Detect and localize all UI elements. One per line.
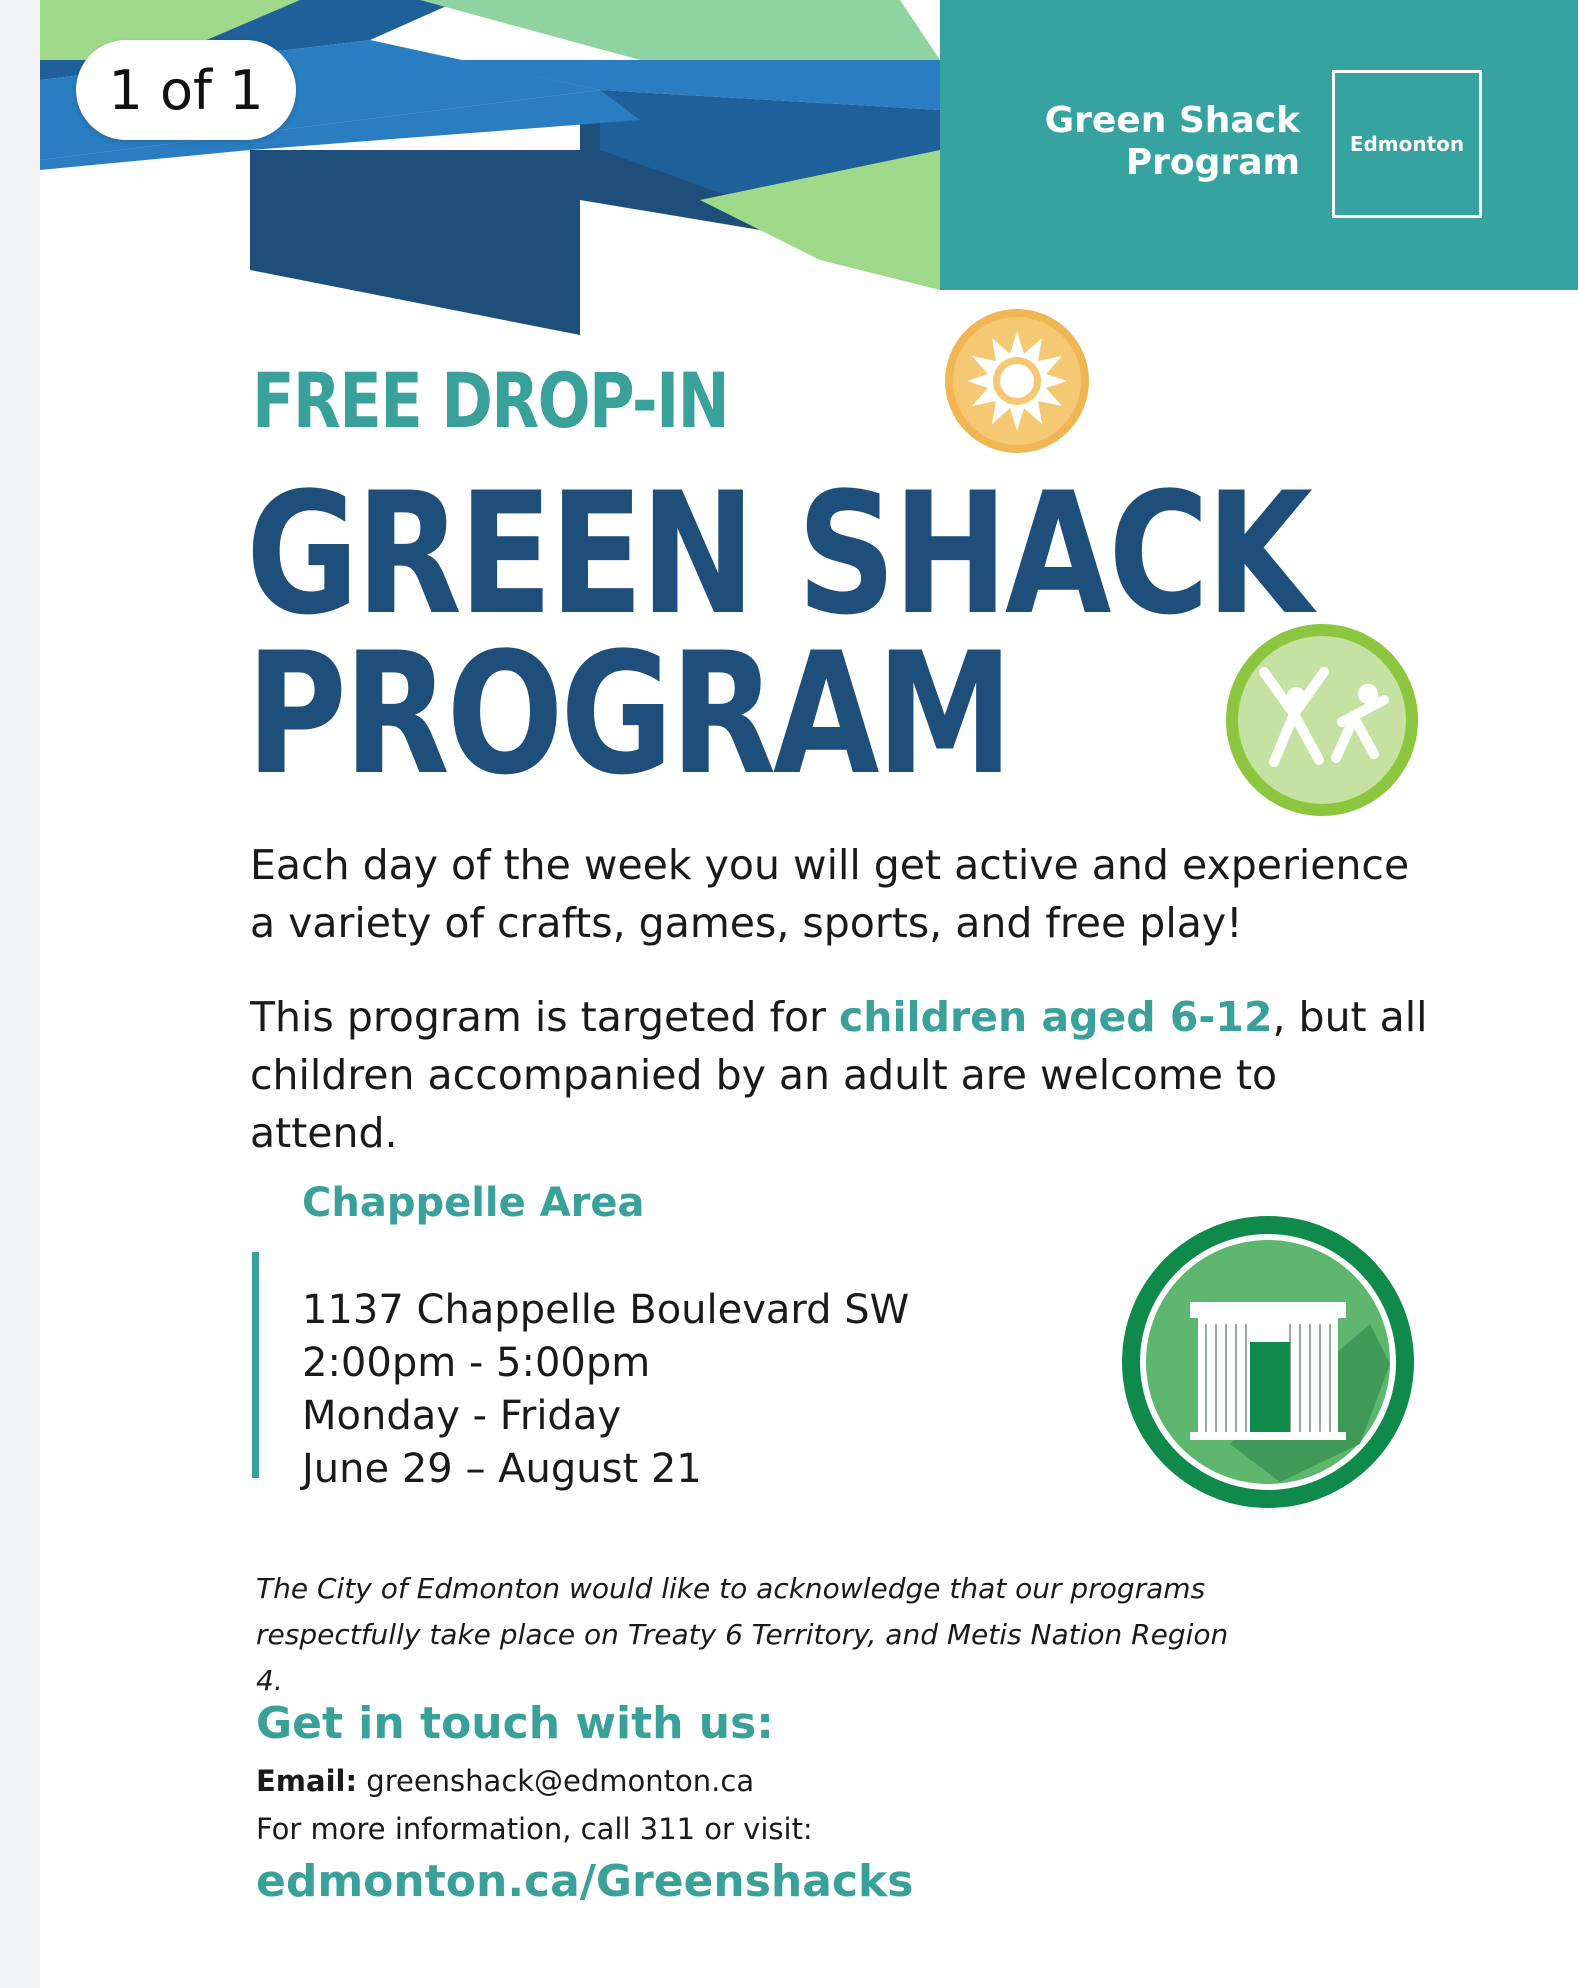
title-line-2: PROGRAM — [246, 616, 1011, 812]
title-line-1: GREEN SHACK — [246, 456, 1310, 652]
hours: 2:00pm - 5:00pm — [302, 1340, 651, 1386]
audience-text-1: This program is targeted for — [250, 993, 839, 1041]
location-details — [302, 1284, 909, 1496]
email-line — [256, 1764, 754, 1798]
dates: June 29 – August 21 — [302, 1446, 702, 1492]
age-highlight: children aged 6-12 — [839, 993, 1273, 1041]
days: Monday - Friday — [302, 1393, 622, 1439]
sun-icon — [942, 306, 1092, 456]
page-counter: 1 of 1 — [76, 40, 296, 140]
viewer-edge — [0, 0, 40, 1988]
green-shack-icon — [1120, 1214, 1416, 1510]
brand-line-1: Green Shack — [1044, 100, 1300, 141]
brand-line-2: Program — [1125, 142, 1300, 183]
email-address[interactable]: greenshack@edmonton.ca — [357, 1764, 755, 1798]
intro-paragraph: Each day of the week you will get active and experience a variety of crafts, games, sports, and free play! — [250, 841, 1410, 947]
audience-paragraph — [250, 988, 1430, 1162]
area-title: Chappelle Area — [302, 1180, 645, 1226]
more-info-line: For more information, call 311 or visit: — [256, 1812, 813, 1846]
address: 1137 Chappelle Boulevard SW — [302, 1287, 910, 1333]
edmonton-logo: Edmonton — [1332, 70, 1482, 218]
audience-text-2: , but all children accompanied by an adult are welcome to attend. — [250, 993, 1428, 1157]
email-label: Email: — [256, 1764, 358, 1798]
main-title — [246, 456, 1310, 812]
kicker-heading: FREE DROP-IN — [252, 356, 729, 445]
land-acknowledgement: The City of Edmonton would like to acknowledge that our programs respectfully take place on Treaty 6 Territory, and Metis Nation Region 4. — [256, 1572, 1229, 1697]
website-link[interactable]: edmonton.ca/Greenshacks — [256, 1856, 914, 1907]
contact-heading: Get in touch with us: — [256, 1698, 774, 1749]
program-brand — [1045, 100, 1300, 184]
details-accent-bar — [252, 1252, 259, 1478]
